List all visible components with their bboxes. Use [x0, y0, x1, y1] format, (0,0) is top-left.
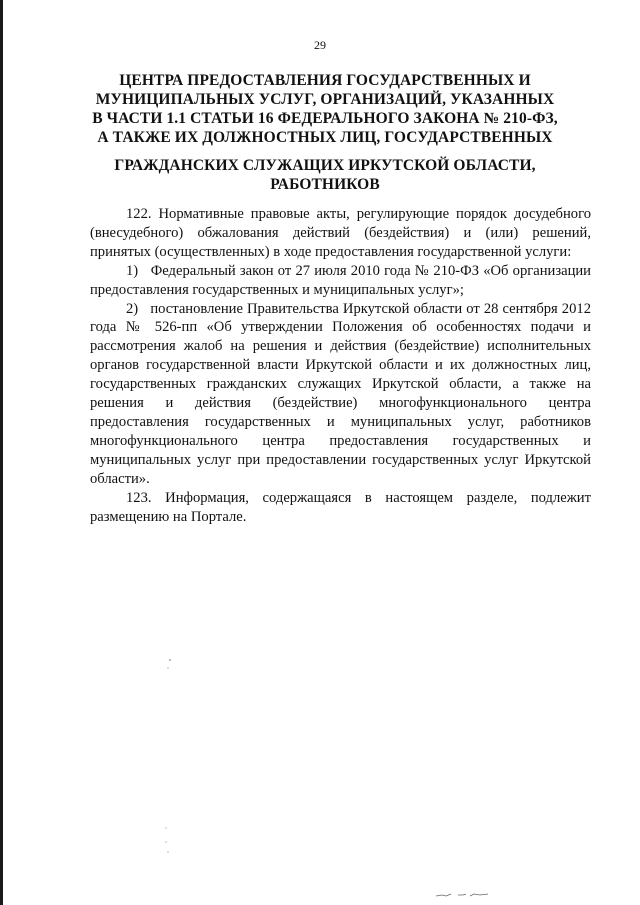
speck — [168, 668, 169, 669]
section-heading-part-1: ЦЕНТРА ПРЕДОСТАВЛЕНИЯ ГОСУДАРСТВЕННЫХ И МУНИЦИПАЛЬНЫХ УСЛУГ, ОРГАНИЗАЦИЙ, УКАЗАННЫХ В ЧАСТИ 1.1 СТАТЬИ 16 ФЕДЕРАЛЬНОГО ЗАКОНА № 210-ФЗ, А ТАКЖЕ ИХ ДОЛЖНОСТНЫХ ЛИЦ, ГОСУДАРСТВЕННЫХ — [92, 72, 558, 146]
speck — [169, 659, 170, 660]
speck — [166, 828, 167, 829]
page-number: 29 — [314, 38, 326, 52]
paragraph-item-2: 2) постановление Правительства Иркутской области от 28 сентября 2012 года № 526-пп «Об утверждении Положения об особенностях подачи и рассмотрения жалоб на решения и действия (бездействие) исполнительных органов государственной власти Иркутской области и их должностных лиц, государственных гражданских служащих Иркутской области, а также на решения и действия (бездействие) многофункционального центра предоставления государственных и муниципальных услуг, работников многофункционального центра предоставления государственных и муниципальных услуг при предоставлении государственных услуг Иркутской области». — [90, 300, 591, 487]
paragraph-122: 122. Нормативные правовые акты, регулирующие порядок досудебного (внесудебного) обжалования действий (бездействия) и (или) решений, принятых (осуществленных) в ходе предоставления государственной услуги: — [90, 206, 591, 260]
paragraph-123: 123. Информация, содержащаяся в настоящем разделе, подлежит размещению на Портале. — [90, 489, 591, 525]
paragraph-item-1: 1) Федеральный закон от 27 июля 2010 года № 210-ФЗ «Об организации предоставления государственных и муниципальных услуг»; — [90, 262, 591, 298]
speck — [166, 842, 167, 843]
speck — [168, 852, 169, 853]
section-heading-part-2: ГРАЖДАНСКИХ СЛУЖАЩИХ ИРКУТСКОЙ ОБЛАСТИ, РАБОТНИКОВ — [114, 157, 536, 193]
speck — [436, 894, 488, 896]
